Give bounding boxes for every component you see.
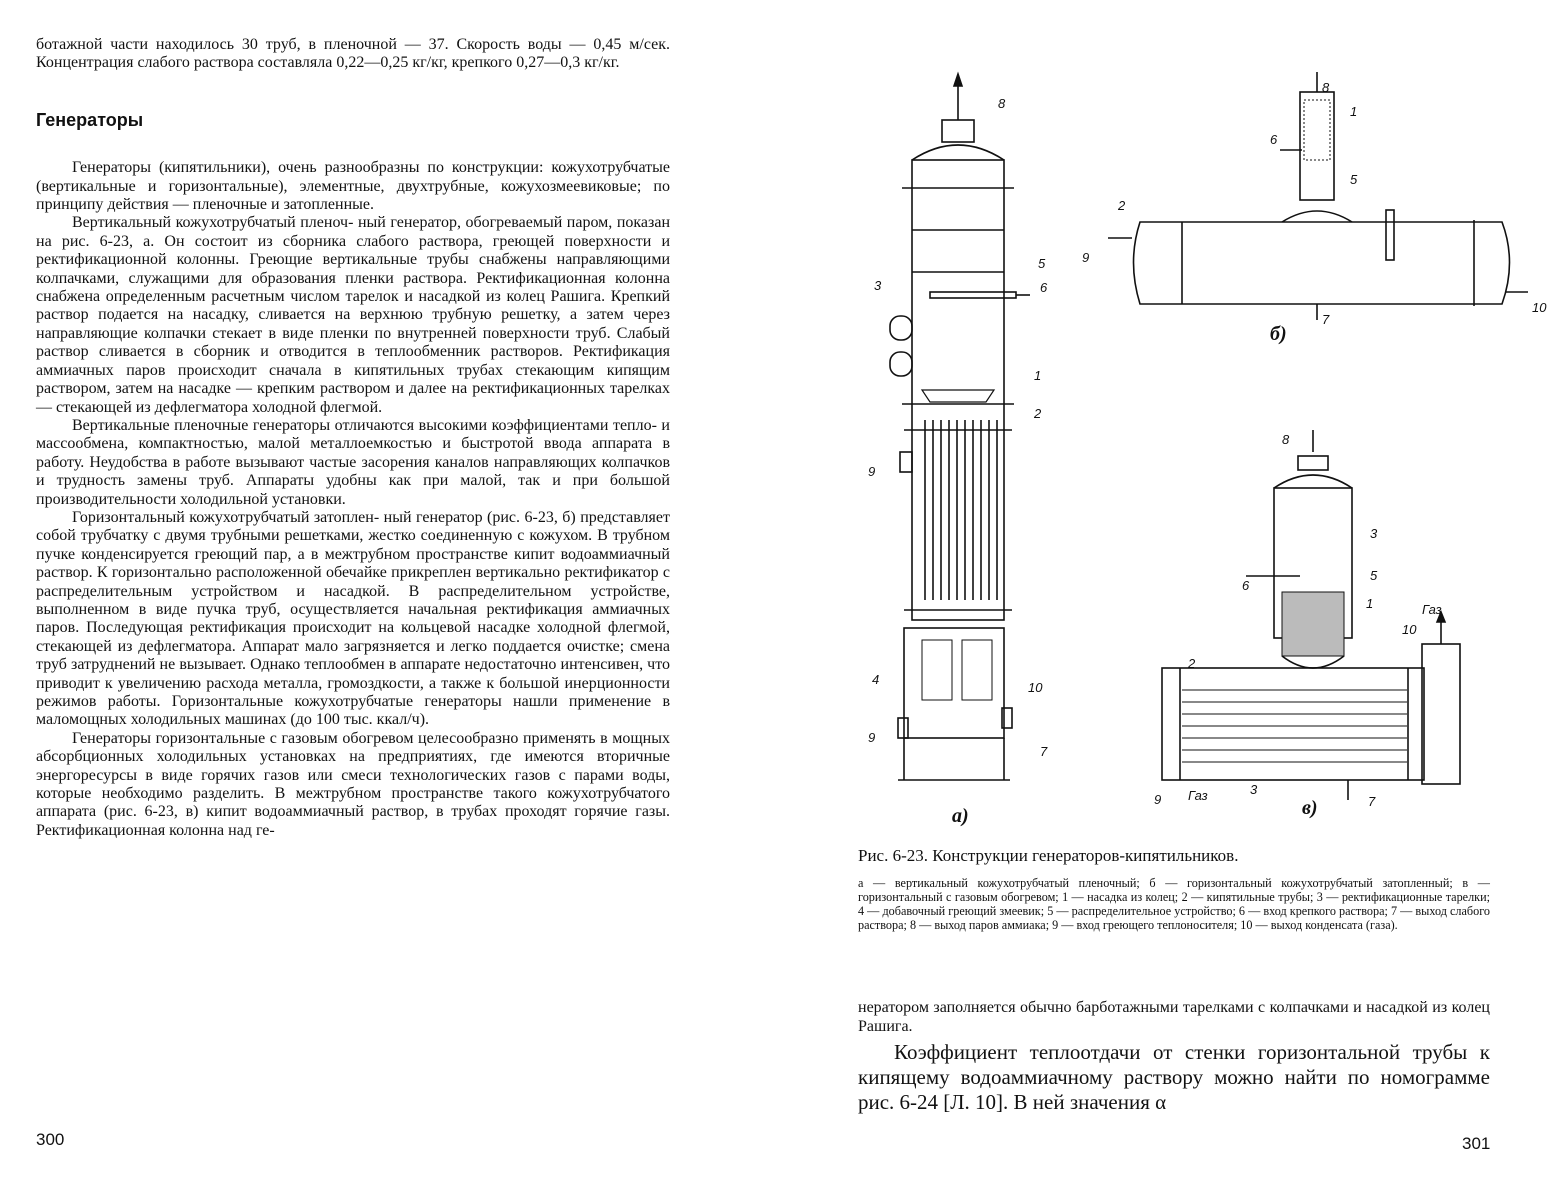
figure-caption-title: Рис. 6-23. Конструкции генераторов-кипятильников.: [858, 846, 1239, 865]
label-c-8: 8: [1282, 432, 1290, 447]
generator-figure: [782, 0, 1565, 840]
label-b-9: 9: [1082, 250, 1090, 265]
label-b-8: 8: [1322, 80, 1330, 95]
right-page: [782, 0, 1565, 1190]
label-c-3b: 3: [1250, 782, 1258, 797]
sub-label-c: в): [1302, 797, 1318, 819]
label-c-7: 7: [1368, 794, 1376, 809]
diagram-c-gas-heated-generator: [1162, 430, 1460, 800]
label-c-3: 3: [1370, 526, 1378, 541]
label-a-3: 3: [874, 278, 882, 293]
label-b-2: 2: [1118, 198, 1126, 213]
label-c-6: 6: [1242, 578, 1250, 593]
label-a-8: 8: [998, 96, 1006, 111]
label-a-4: 4: [872, 672, 880, 687]
label-b-10: 10: [1532, 300, 1547, 315]
large-paragraph-text: Коэффициент теплоотдачи от стенки горизонтальной трубы к кипящему водоаммиачному раствору можно найти по номограмме рис. 6-24 [Л. 10]. В ней значения α: [858, 1040, 1490, 1114]
page-number-left: 300: [36, 1130, 65, 1149]
paragraph-3: Вертикальные пленочные генераторы отличаются высокими коэффициентами тепло- и массообмена, компактностью, малой металлоемкостью и быстротой ввода аппарата в работу. Неудобства в работе вызывают частые засорения каналов направляющих колпачков и трудность замены труб. Аппараты удобны как при малой, так и при большой производительности холодильной установки.: [36, 416, 670, 508]
label-c-10: 10: [1402, 622, 1417, 637]
page-number-right: 301: [1462, 1134, 1491, 1153]
label-c-1: 1: [1366, 596, 1374, 611]
label-b-1: 1: [1350, 104, 1358, 119]
label-a-6: 6: [1040, 280, 1048, 295]
paragraph-2: Вертикальный кожухотрубчатый пленоч- ный генератор, обогреваемый паром, показан на рис. 6-23, а. Он состоит из сборника слабого раствора, греющей поверхности и ректификационной колонны. Греющие вертикальные трубы снабжены направляющими колпачками, служащими для образования пленки раствора. Ректификационная колонна снабжена определенным расчетным числом тарелок и насадкой из колец Рашига. Крепкий раствор подается на насадку, сливается на верхнюю трубную решетку, а затем через направляющие колпачки стекает в виде пленки по внутренней поверхности труб. Слабый раствор сливается в сборник и отводится в теплообменник растворов. Ректификация аммиачных паров происходит сначала в кипятильных трубах стекающим кипящим раствором, затем на насадке — крепким раствором и далее на ректификационных тарелках — стекающей из дефлегматора холодной флегмой.: [36, 214, 670, 416]
figure-caption-legend: а — вертикальный кожухотрубчатый пленочный; б — горизонтальный кожухотрубчатый затопленный; в — горизонтальный с газовым обогревом; 1 — насадка из колец; 2 — кипятильные трубы; 3 — ректификационные тарелки; 4 — добавочный греющий змеевик; 5 — распределительное устройство; 6 — вход крепкого раствора; 7 — выход слабого раствора; 8 — выход паров аммиака; 9 — вход греющего теплоносителя; 10 — выход конденсата (газа).: [858, 876, 1490, 932]
left-page: [0, 0, 782, 1190]
continuation-text: нератором заполняется обычно барботажными тарелками с колпачками и насадкой из колец Рашига.: [858, 999, 1490, 1035]
sub-label-b: б): [1270, 323, 1287, 345]
label-b-5: 5: [1350, 172, 1358, 187]
section-heading: Генераторы: [36, 109, 144, 130]
label-a-2: 2: [1034, 406, 1042, 421]
label-c-5: 5: [1370, 568, 1378, 583]
label-b-6: 6: [1270, 132, 1278, 147]
paragraph-5: Генераторы горизонтальные с газовым обогревом целесообразно применять в мощных абсорбционных холодильных установках на предприятиях, где имеются вторичные энергоресурсы в виде горячих газов или смеси технологических газов с парами воды, которые необходимо разделить. В межтрубном пространстве такого кожухотрубчатого аппарата (рис. 6-23, в) кипит водоаммиачный раствор, в трубах проходят горячие газы. Ректификационная колонна над ге-: [36, 729, 670, 839]
diagram-a-vertical-generator: [890, 74, 1030, 780]
label-a-5: 5: [1038, 256, 1046, 271]
paragraph-1: Генераторы (кипятильники), очень разнообразны по конструкции: кожухотрубчатые (вертикальные и горизонтальные), элементные, двухтрубные, кожухозмеевиковые; по принципу действия — пленочные и затопленные.: [36, 159, 670, 214]
label-a-10: 10: [1028, 680, 1043, 695]
label-c-gas-bottom: Газ: [1188, 788, 1208, 803]
label-a-7: 7: [1040, 744, 1048, 759]
sub-label-a: а): [952, 805, 969, 827]
label-c-2: 2: [1188, 656, 1196, 671]
diagram-b-horizontal-generator: [1108, 72, 1528, 320]
large-paragraph: [858, 1040, 1490, 1115]
left-text-column: [36, 36, 670, 840]
figure-labels: [868, 80, 1547, 827]
paragraph-4: Горизонтальный кожухотрубчатый затоплен- ный генератор (рис. 6-23, б) представляет собой трубчатку с двумя трубными решетками, жестко соединенную с кожухом. В трубном пучке конденсируется греющий пар, а в межтрубном пространстве кипит водоаммиачный раствор. К горизонтально расположенной обечайке прикреплен вертикально ректификатор с распределительным устройством и насадкой. В распределительном устройстве, выполненном в виде пучка труб, осуществляется начальная ректификация аммиачных паров. Последующая ректификация происходит на кольцевой насадке холодной флегмой, стекающей из дефлегматора. Аппарат мало загрязняется и легко поддается очистке; смена труб затруднений не вызывает. Однако теплообмен в аппарате недостаточно интенсивен, что приводит к увеличению расхода металла, громоздкости, а также к большой инерционности режимов работы. Горизонтальные кожухотрубчатые генераторы нашли применение в маломощных холодильных машинах (до 100 тыс. ккал/ч).: [36, 508, 670, 729]
label-a-9: 9: [868, 464, 876, 479]
label-c-9: 9: [1154, 792, 1162, 807]
intro-paragraph: ботажной части находилось 30 труб, в пленочной — 37. Скорость воды — 0,45 м/сек. Концентрация слабого раствора составляла 0,22—0,25 кг/кг, крепкого 0,27—0,3 кг/кг.: [36, 36, 670, 72]
label-b-7: 7: [1322, 312, 1330, 327]
label-a-9b: 9: [868, 730, 876, 745]
label-c-gas-top: Газ: [1422, 602, 1442, 617]
label-a-1: 1: [1034, 368, 1042, 383]
